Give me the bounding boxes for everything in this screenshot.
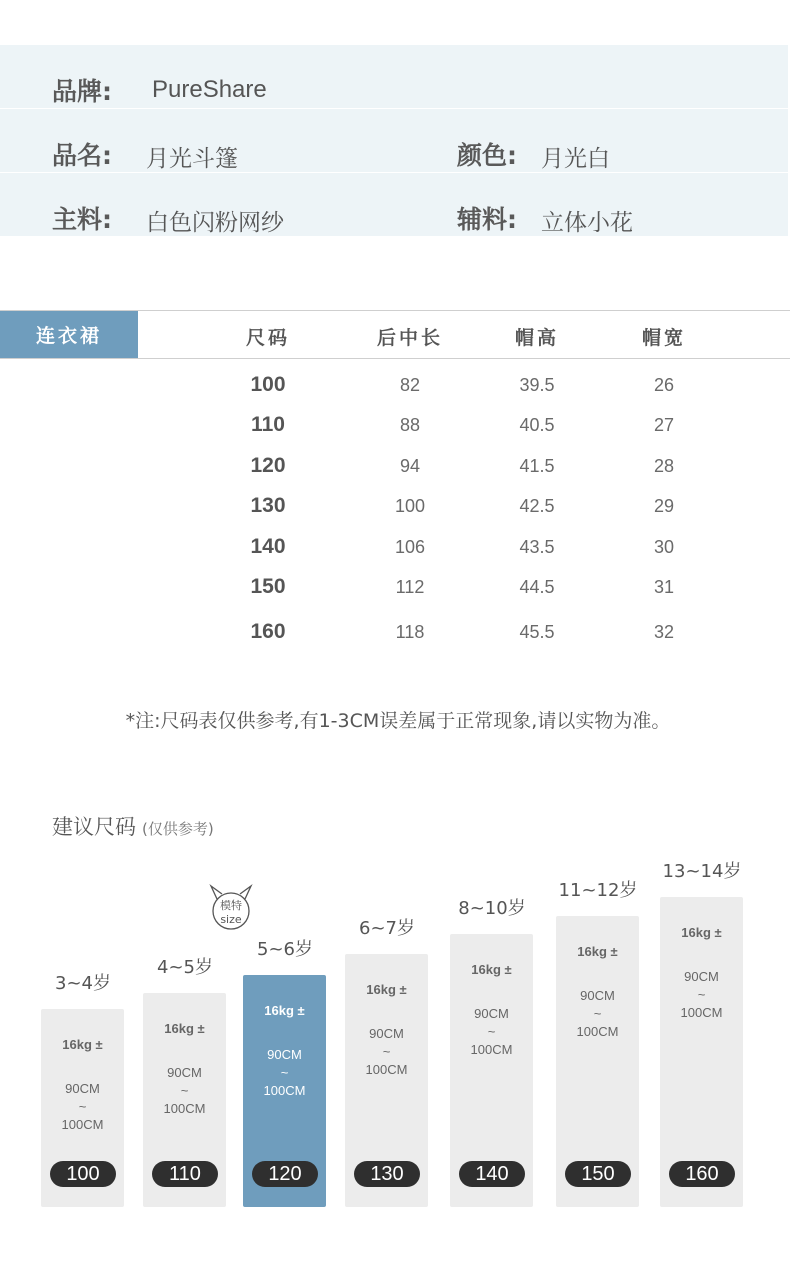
age-label: 6~7岁: [359, 918, 415, 939]
size-pill: 110: [152, 1161, 218, 1187]
height-min: 90CM: [474, 1006, 509, 1021]
weight-label: 16kg ±: [577, 944, 618, 959]
name-label: 品名:: [52, 141, 112, 170]
height-range: [41, 1080, 124, 1134]
size-card: [143, 993, 226, 1207]
cell-back-length: 106: [394, 537, 426, 557]
brand-label: 品牌:: [52, 77, 112, 106]
color-label: 颜色:: [457, 141, 517, 170]
cell-size: 160: [250, 620, 286, 643]
table-row: [0, 454, 790, 484]
size-pill: 120: [252, 1161, 318, 1187]
height-separator: ~: [697, 987, 706, 1002]
weight-label: 16kg ±: [62, 1037, 103, 1052]
size-pill: 140: [459, 1161, 525, 1187]
suggestion-subtitle: (仅供参考): [142, 820, 214, 838]
cell-hood-height: 42.5: [519, 496, 555, 516]
cell-hood-width: 27: [653, 415, 675, 435]
age-label: 8~10岁: [458, 898, 526, 919]
height-range: [556, 987, 639, 1041]
color-value: 月光白: [541, 146, 610, 172]
height-range: [660, 968, 743, 1022]
cell-back-length: 118: [395, 622, 425, 642]
cell-hood-width: 29: [653, 496, 675, 516]
height-max: 100CM: [680, 1005, 723, 1020]
cell-hood-height: 41.5: [519, 456, 555, 476]
height-separator: ~: [382, 1044, 391, 1059]
cell-hood-height: 39.5: [519, 375, 555, 395]
size-card: [660, 897, 743, 1207]
age-label: 11~12岁: [558, 880, 638, 901]
main-material-value: 白色闪粉网纱: [146, 210, 284, 236]
name-value: 月光斗篷: [146, 146, 238, 172]
cell-hood-width: 26: [653, 375, 675, 395]
cell-hood-height: 44.5: [519, 577, 555, 597]
size-pill: 150: [565, 1161, 631, 1187]
height-range: [143, 1064, 226, 1118]
height-range: [345, 1025, 428, 1079]
table-row: [0, 373, 790, 403]
model-badge-line2: size: [220, 913, 242, 926]
cell-back-length: 100: [394, 496, 426, 516]
cell-size: 150: [250, 575, 286, 598]
size-card: [556, 916, 639, 1207]
cell-size: 120: [250, 454, 286, 477]
age-label: 4~5岁: [157, 957, 213, 978]
col-header-back-length: 后中长: [376, 327, 444, 349]
product-info: [0, 45, 788, 236]
cell-hood-height: 45.5: [519, 622, 555, 642]
height-max: 100CM: [263, 1083, 306, 1098]
size-pill: 160: [669, 1161, 735, 1187]
table-row: [0, 535, 790, 565]
cell-size: 110: [251, 413, 285, 436]
table-row: [0, 575, 790, 605]
age-label: 13~14岁: [662, 861, 742, 882]
height-max: 100CM: [61, 1117, 104, 1132]
height-min: 90CM: [684, 969, 719, 984]
info-row-brand: [0, 45, 788, 109]
model-size-badge: [208, 882, 254, 934]
col-header-size: 尺码: [245, 327, 291, 349]
cell-back-length: 88: [399, 415, 421, 435]
brand-value: PureShare: [152, 76, 267, 103]
height-min: 90CM: [65, 1081, 100, 1096]
table-row: [0, 494, 790, 524]
weight-label: 16kg ±: [264, 1003, 305, 1018]
height-max: 100CM: [470, 1042, 513, 1057]
height-separator: ~: [487, 1024, 496, 1039]
cell-hood-width: 28: [653, 456, 675, 476]
aux-material-value: 立体小花: [541, 210, 633, 236]
height-min: 90CM: [267, 1047, 302, 1062]
height-separator: ~: [593, 1006, 602, 1021]
size-note: *注:尺码表仅供参考,有1-3CM误差属于正常现象,请以实物为准。: [125, 710, 671, 732]
cell-back-length: 82: [399, 375, 421, 395]
age-label: 3~4岁: [55, 973, 111, 994]
table-row: [0, 413, 790, 443]
cell-hood-width: 32: [653, 622, 675, 642]
category-label: 连衣裙: [0, 311, 138, 358]
cell-hood-height: 43.5: [519, 537, 555, 557]
size-pill: 100: [50, 1161, 116, 1187]
size-card: [41, 1009, 124, 1207]
height-min: 90CM: [369, 1026, 404, 1041]
cell-size: 130: [250, 494, 286, 517]
model-badge-line1: 模特: [220, 899, 242, 912]
size-card: [450, 934, 533, 1207]
cell-hood-width: 30: [653, 537, 675, 557]
weight-label: 16kg ±: [164, 1021, 205, 1036]
aux-material-label: 辅料:: [457, 205, 517, 234]
height-separator: ~: [78, 1099, 87, 1114]
size-card: [345, 954, 428, 1207]
size-table-header: [0, 310, 790, 359]
weight-label: 16kg ±: [681, 925, 722, 940]
cell-size: 140: [250, 535, 286, 558]
cell-size: 100: [250, 373, 286, 396]
suggestion-title-text: 建议尺码: [52, 815, 136, 839]
height-min: 90CM: [580, 988, 615, 1003]
info-row-name-color: [0, 109, 788, 173]
col-header-hood-width: 帽宽: [641, 327, 687, 349]
weight-label: 16kg ±: [471, 962, 512, 977]
cell-back-length: 112: [395, 577, 425, 597]
height-max: 100CM: [163, 1101, 206, 1116]
height-range: [243, 1046, 326, 1100]
height-separator: ~: [180, 1083, 189, 1098]
height-max: 100CM: [365, 1062, 408, 1077]
height-separator: ~: [280, 1065, 289, 1080]
model-badge-text: [208, 899, 254, 927]
cell-back-length: 94: [399, 456, 421, 476]
col-header-hood-height: 帽高: [514, 327, 560, 349]
age-label: 5~6岁: [257, 939, 313, 960]
size-pill: 130: [354, 1161, 420, 1187]
suggestion-title: [52, 811, 214, 841]
cell-hood-height: 40.5: [519, 415, 555, 435]
weight-label: 16kg ±: [366, 982, 407, 997]
height-max: 100CM: [576, 1024, 619, 1039]
height-range: [450, 1005, 533, 1059]
height-min: 90CM: [167, 1065, 202, 1080]
cell-hood-width: 31: [653, 577, 675, 597]
main-material-label: 主料:: [52, 205, 112, 234]
size-card: [243, 975, 326, 1207]
info-row-materials: [0, 173, 788, 236]
table-row: [0, 620, 790, 650]
